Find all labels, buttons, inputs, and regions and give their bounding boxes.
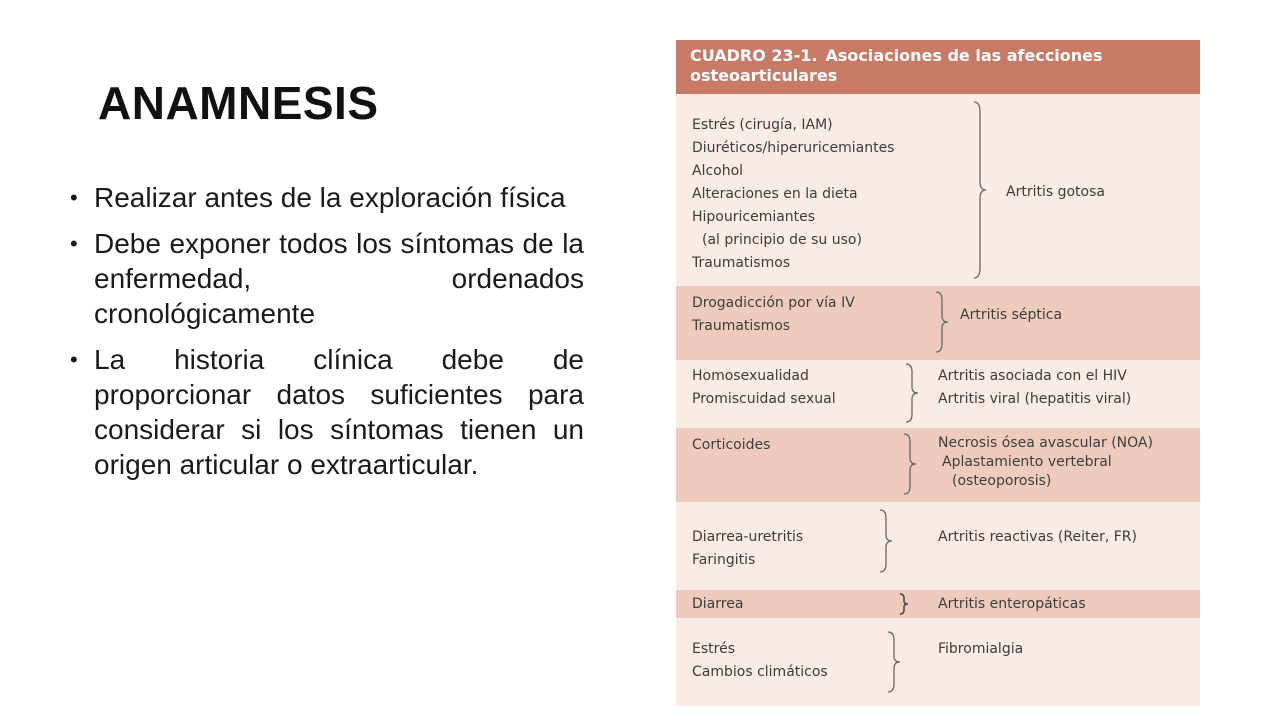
brace-icon: [898, 592, 910, 616]
bullet-dot: •: [70, 347, 78, 372]
bullet-item: [70, 342, 584, 482]
cause-item: Estrés (cirugía, IAM): [692, 117, 833, 133]
effect-item: Necrosis ósea avascular (NOA): [938, 435, 1153, 451]
bullet-text: La historia clínica debe de proporcionar datos suficientes para considerar si los síntomas tienen un origen articular o extraarticular.: [94, 344, 584, 480]
cause-item: Drogadicción por vía IV: [692, 295, 855, 311]
cause-item: Diuréticos/hiperuricemiantes: [692, 140, 895, 156]
effect-item: Artritis reactivas (Reiter, FR): [938, 529, 1137, 545]
table-heading: Asociaciones de las afecciones osteoarticulares: [690, 46, 1103, 85]
table-row: [676, 618, 1200, 706]
bullet-item: [70, 180, 584, 215]
table-row: [676, 94, 1200, 286]
cause-item: Traumatismos: [692, 318, 791, 334]
cause-item: Diarrea: [692, 596, 744, 612]
effect-item: Artritis séptica: [960, 307, 1063, 323]
table-row: [676, 590, 1200, 618]
effect-item: Artritis gotosa: [1006, 184, 1105, 200]
brace-icon: [886, 630, 902, 694]
effect-item: Artritis enteropáticas: [938, 596, 1086, 612]
bullet-dot: •: [70, 185, 78, 210]
cause-item: Estrés: [692, 641, 735, 657]
brace-icon: [878, 508, 894, 574]
row-causes: [692, 365, 836, 411]
row-effects: [938, 365, 1131, 411]
effect-item: Aplastamiento vertebral: [942, 454, 1112, 470]
table-row: [676, 428, 1200, 502]
row-effects: [938, 638, 1023, 660]
brace-icon: [904, 362, 920, 424]
cause-item: (al principio de su uso): [702, 232, 862, 248]
bullet-dot: •: [70, 231, 78, 256]
association-table: [676, 40, 1200, 706]
row-effects: [938, 434, 1153, 491]
row-effects: [1006, 181, 1105, 203]
row-causes: [692, 434, 770, 457]
cause-item: Faringitis: [692, 552, 756, 568]
effect-item: Artritis asociada con el HIV: [938, 368, 1127, 384]
bullet-text: Debe exponer todos los síntomas de la enfermedad, ordenados cronológicamente: [94, 228, 584, 329]
brace-icon: [934, 290, 950, 354]
cause-item: Promiscuidad sexual: [692, 391, 836, 407]
cause-item: Alteraciones en la dieta: [692, 186, 858, 202]
row-effects: [938, 526, 1137, 548]
table-row: [676, 360, 1200, 428]
cause-item: Corticoides: [692, 437, 771, 453]
row-causes: [692, 526, 803, 572]
cause-item: Cambios climáticos: [692, 664, 828, 680]
row-causes: [692, 638, 828, 684]
row-causes: [692, 593, 743, 616]
cause-item: Homosexualidad: [692, 368, 809, 384]
bullet-item: [70, 226, 584, 331]
table-number: CUADRO 23-1.: [690, 46, 818, 65]
bullet-list: [70, 180, 584, 493]
effect-item: (osteoporosis): [952, 473, 1052, 489]
bullet-text: Realizar antes de la exploración física: [94, 182, 566, 213]
table-header: [676, 40, 1200, 94]
cause-item: Traumatismos: [692, 255, 791, 271]
effect-item: Artritis viral (hepatitis viral): [938, 391, 1132, 407]
effect-item: Fibromialgia: [938, 641, 1024, 657]
row-effects: [938, 593, 1086, 615]
brace-icon: [902, 432, 918, 496]
cause-item: Alcohol: [692, 163, 744, 179]
cause-item: Hipouricemiantes: [692, 209, 816, 225]
brace-icon: [972, 100, 988, 280]
cause-item: Diarrea-uretritis: [692, 529, 804, 545]
row-causes: [692, 292, 855, 338]
row-causes: [692, 114, 894, 275]
page-title: ANAMNESIS: [98, 77, 379, 129]
row-effects: [960, 304, 1062, 326]
table-row: [676, 502, 1200, 590]
table-row: [676, 286, 1200, 360]
